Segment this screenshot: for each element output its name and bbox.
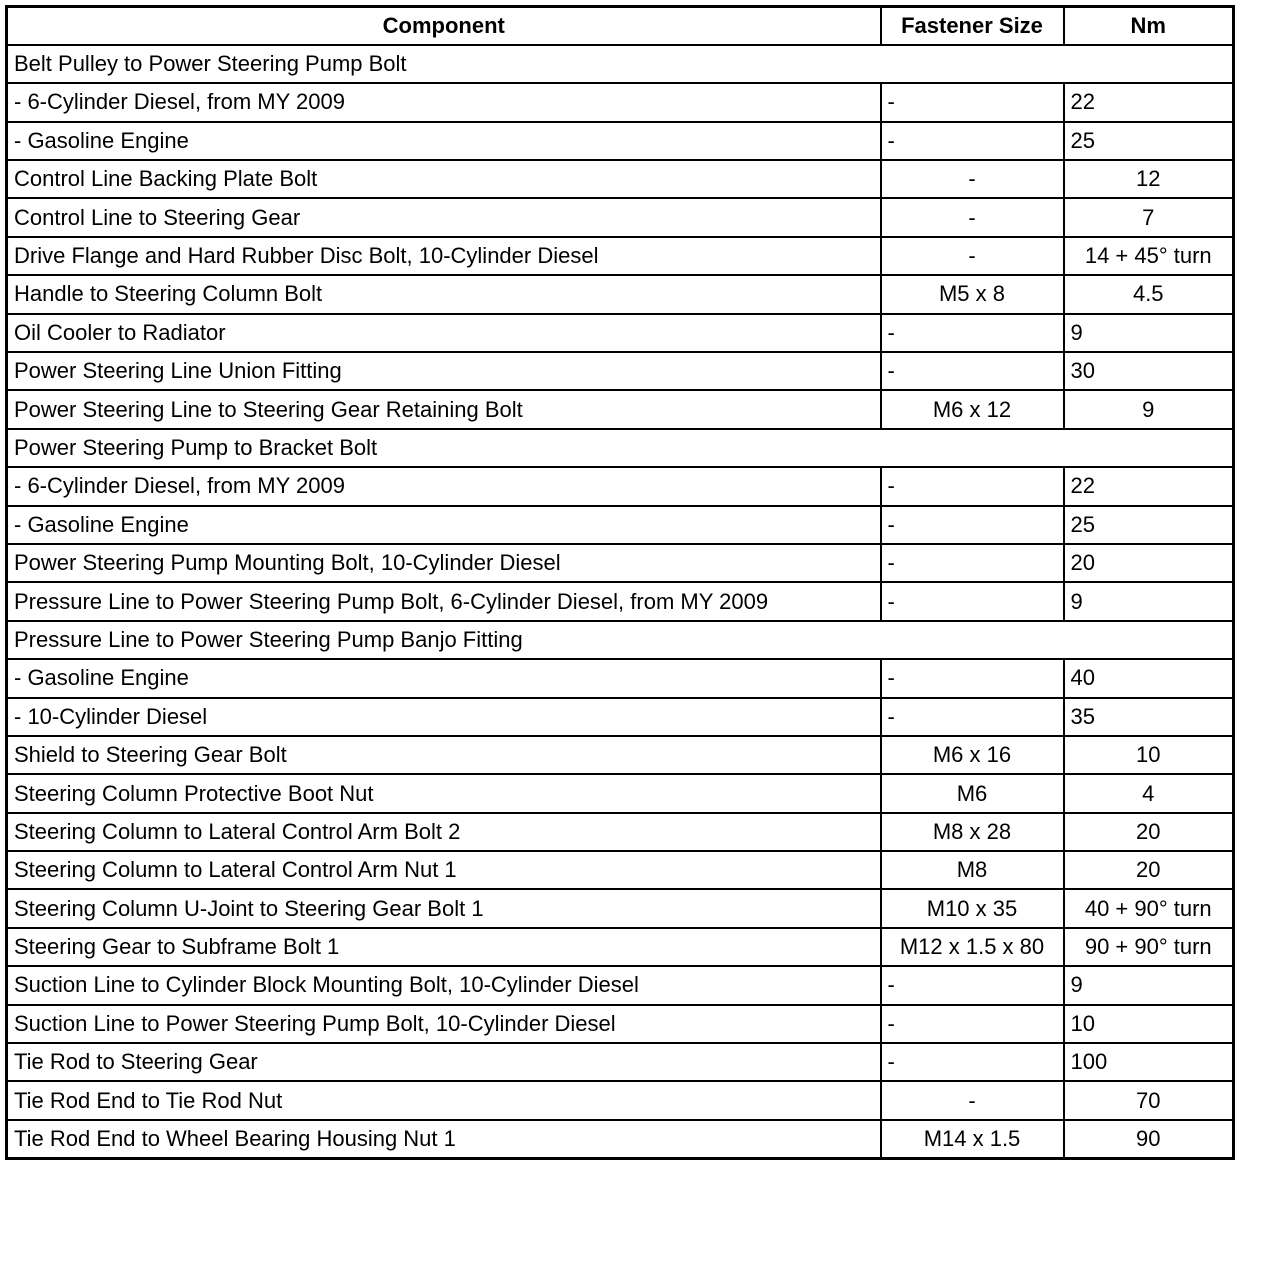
component-cell: Shield to Steering Gear Bolt xyxy=(7,736,881,774)
table-row xyxy=(7,659,1234,697)
table-section-row xyxy=(7,45,1234,83)
table-row xyxy=(7,966,1234,1004)
component-cell: - 6-Cylinder Diesel, from MY 2009 xyxy=(7,83,881,121)
table-row xyxy=(7,544,1234,582)
fastener-size-cell: - xyxy=(881,160,1064,198)
table-row xyxy=(7,122,1234,160)
nm-cell: 22 xyxy=(1064,83,1234,121)
fastener-size-cell: - xyxy=(881,314,1064,352)
component-cell: Tie Rod to Steering Gear xyxy=(7,1043,881,1081)
nm-cell: 90 xyxy=(1064,1120,1234,1158)
nm-cell: 9 xyxy=(1064,314,1234,352)
fastener-size-cell: - xyxy=(881,83,1064,121)
table-row xyxy=(7,237,1234,275)
fastener-size-cell: - xyxy=(881,1043,1064,1081)
table-row xyxy=(7,506,1234,544)
table-row xyxy=(7,736,1234,774)
nm-cell: 25 xyxy=(1064,506,1234,544)
header-row xyxy=(7,7,1234,45)
component-cell: Steering Column Protective Boot Nut xyxy=(7,774,881,812)
fastener-size-cell: - xyxy=(881,698,1064,736)
fastener-size-cell: - xyxy=(881,544,1064,582)
fastener-size-cell: - xyxy=(881,237,1064,275)
table-row xyxy=(7,83,1234,121)
section-component-cell: Belt Pulley to Power Steering Pump Bolt xyxy=(7,45,1234,83)
torque-spec-table xyxy=(5,5,1235,1160)
nm-cell: 25 xyxy=(1064,122,1234,160)
nm-cell: 10 xyxy=(1064,736,1234,774)
component-cell: Power Steering Pump Mounting Bolt, 10-Cylinder Diesel xyxy=(7,544,881,582)
component-cell: - Gasoline Engine xyxy=(7,506,881,544)
nm-cell: 20 xyxy=(1064,813,1234,851)
header-fastener-size: Fastener Size xyxy=(881,7,1064,45)
header-component: Component xyxy=(7,7,881,45)
component-cell: Steering Column to Lateral Control Arm Nut 1 xyxy=(7,851,881,889)
table-row xyxy=(7,774,1234,812)
fastener-size-cell: M6 x 12 xyxy=(881,390,1064,428)
nm-cell: 20 xyxy=(1064,851,1234,889)
table-row xyxy=(7,698,1234,736)
fastener-size-cell: - xyxy=(881,122,1064,160)
table-row xyxy=(7,582,1234,620)
nm-cell: 30 xyxy=(1064,352,1234,390)
table-row xyxy=(7,160,1234,198)
nm-cell: 70 xyxy=(1064,1081,1234,1119)
table-row xyxy=(7,928,1234,966)
table-row xyxy=(7,467,1234,505)
table-row xyxy=(7,889,1234,927)
fastener-size-cell: M8 xyxy=(881,851,1064,889)
component-cell: Steering Column to Lateral Control Arm Bolt 2 xyxy=(7,813,881,851)
table-header xyxy=(7,7,1234,45)
nm-cell: 20 xyxy=(1064,544,1234,582)
nm-cell: 9 xyxy=(1064,390,1234,428)
fastener-size-cell: - xyxy=(881,467,1064,505)
table-section-row xyxy=(7,621,1234,659)
component-cell: - Gasoline Engine xyxy=(7,659,881,697)
component-cell: Control Line to Steering Gear xyxy=(7,198,881,236)
component-cell: Steering Gear to Subframe Bolt 1 xyxy=(7,928,881,966)
component-cell: Suction Line to Power Steering Pump Bolt, 10-Cylinder Diesel xyxy=(7,1005,881,1043)
table-row xyxy=(7,1005,1234,1043)
component-cell: Steering Column U-Joint to Steering Gear Bolt 1 xyxy=(7,889,881,927)
component-cell: Oil Cooler to Radiator xyxy=(7,314,881,352)
table-body xyxy=(7,45,1234,1158)
table-row xyxy=(7,314,1234,352)
section-component-cell: Power Steering Pump to Bracket Bolt xyxy=(7,429,1234,467)
nm-cell: 4.5 xyxy=(1064,275,1234,313)
table-row xyxy=(7,813,1234,851)
table-row xyxy=(7,390,1234,428)
table-row xyxy=(7,1043,1234,1081)
component-cell: Pressure Line to Power Steering Pump Bolt, 6-Cylinder Diesel, from MY 2009 xyxy=(7,582,881,620)
fastener-size-cell: M5 x 8 xyxy=(881,275,1064,313)
component-cell: Drive Flange and Hard Rubber Disc Bolt, 10-Cylinder Diesel xyxy=(7,237,881,275)
nm-cell: 7 xyxy=(1064,198,1234,236)
component-cell: Power Steering Line Union Fitting xyxy=(7,352,881,390)
fastener-size-cell: - xyxy=(881,1005,1064,1043)
section-component-cell: Pressure Line to Power Steering Pump Banjo Fitting xyxy=(7,621,1234,659)
nm-cell: 9 xyxy=(1064,582,1234,620)
fastener-size-cell: M10 x 35 xyxy=(881,889,1064,927)
component-cell: Control Line Backing Plate Bolt xyxy=(7,160,881,198)
header-nm: Nm xyxy=(1064,7,1234,45)
nm-cell: 100 xyxy=(1064,1043,1234,1081)
nm-cell: 4 xyxy=(1064,774,1234,812)
fastener-size-cell: - xyxy=(881,966,1064,1004)
nm-cell: 40 xyxy=(1064,659,1234,697)
fastener-size-cell: - xyxy=(881,506,1064,544)
nm-cell: 40 + 90° turn xyxy=(1064,889,1234,927)
fastener-size-cell: - xyxy=(881,198,1064,236)
table-row xyxy=(7,851,1234,889)
table-section-row xyxy=(7,429,1234,467)
fastener-size-cell: M6 xyxy=(881,774,1064,812)
fastener-size-cell: - xyxy=(881,582,1064,620)
fastener-size-cell: - xyxy=(881,1081,1064,1119)
component-cell: - 6-Cylinder Diesel, from MY 2009 xyxy=(7,467,881,505)
component-cell: Handle to Steering Column Bolt xyxy=(7,275,881,313)
component-cell: - Gasoline Engine xyxy=(7,122,881,160)
nm-cell: 10 xyxy=(1064,1005,1234,1043)
nm-cell: 22 xyxy=(1064,467,1234,505)
component-cell: Suction Line to Cylinder Block Mounting Bolt, 10-Cylinder Diesel xyxy=(7,966,881,1004)
table-row xyxy=(7,352,1234,390)
component-cell: - 10-Cylinder Diesel xyxy=(7,698,881,736)
table-row xyxy=(7,1081,1234,1119)
table-row xyxy=(7,275,1234,313)
fastener-size-cell: M12 x 1.5 x 80 xyxy=(881,928,1064,966)
component-cell: Tie Rod End to Tie Rod Nut xyxy=(7,1081,881,1119)
fastener-size-cell: - xyxy=(881,659,1064,697)
nm-cell: 90 + 90° turn xyxy=(1064,928,1234,966)
component-cell: Tie Rod End to Wheel Bearing Housing Nut 1 xyxy=(7,1120,881,1158)
table-row xyxy=(7,1120,1234,1158)
table-row xyxy=(7,198,1234,236)
nm-cell: 9 xyxy=(1064,966,1234,1004)
nm-cell: 35 xyxy=(1064,698,1234,736)
fastener-size-cell: M8 x 28 xyxy=(881,813,1064,851)
fastener-size-cell: M6 x 16 xyxy=(881,736,1064,774)
fastener-size-cell: - xyxy=(881,352,1064,390)
nm-cell: 14 + 45° turn xyxy=(1064,237,1234,275)
component-cell: Power Steering Line to Steering Gear Retaining Bolt xyxy=(7,390,881,428)
nm-cell: 12 xyxy=(1064,160,1234,198)
fastener-size-cell: M14 x 1.5 xyxy=(881,1120,1064,1158)
